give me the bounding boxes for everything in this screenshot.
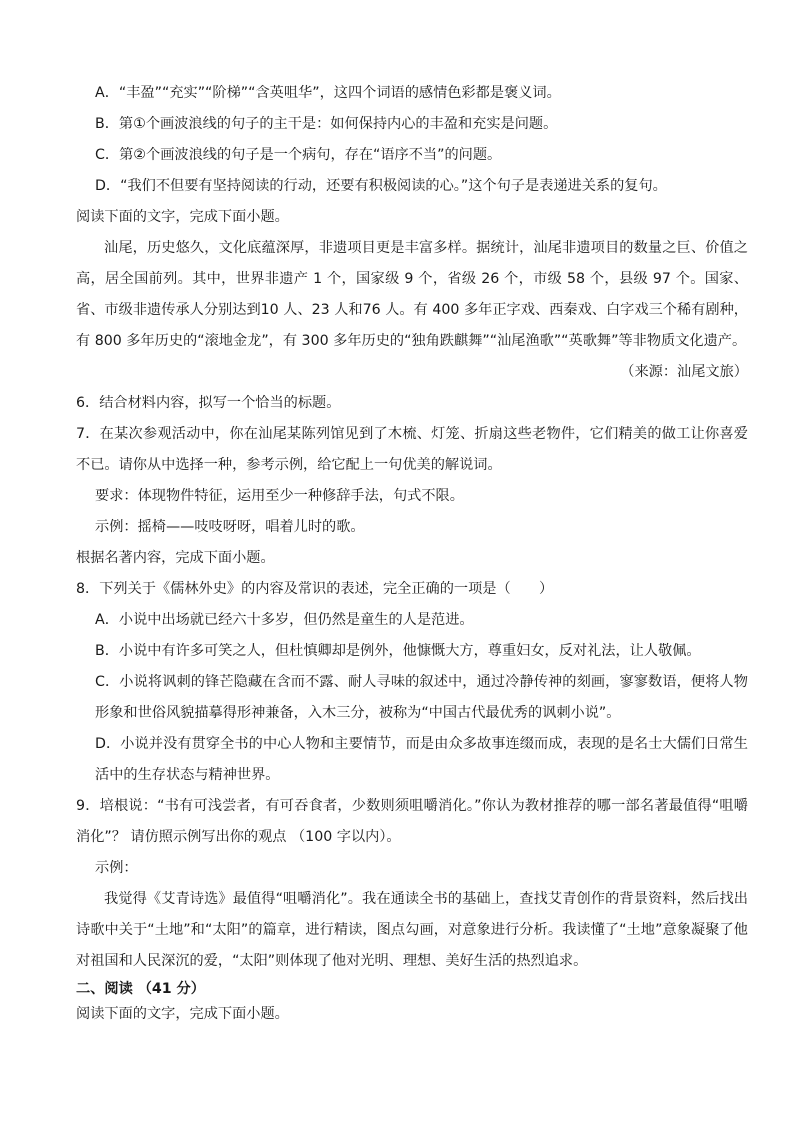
q8-option-b: B．小说中有许多可笑之人，但杜慎卿却是例外，他慷慨大方，尊重妇女，反对礼法，让人敬佩。 — [95, 643, 701, 659]
q9-example-text: 我觉得《艾青诗选》最值得“咀嚼消化”。我在通读全书的基础上，查找艾青创作的背景资料，然后找出诗歌中关于“土地”和“太阳”的篇章，进行精读，图点勾画，对意象进行分析。我读懂了“土地”意象凝聚了他对祖国和人民深沉的爱，“太阳”则体现了他对光明、理想、美好生活的热烈追求。 — [76, 891, 748, 969]
section-2-intro: 阅读下面的文字，完成下面小题。 — [76, 1006, 289, 1022]
question-7-example: 示例：摇椅——吱吱呀呀，唱着儿时的歌。 — [95, 519, 365, 535]
q9-example-label: 示例： — [95, 860, 138, 876]
reading-intro: 阅读下面的文字，完成下面小题。 — [76, 209, 289, 225]
q8-option-a: A．小说中出场就已经六十多岁，但仍然是童生的人是范进。 — [95, 612, 474, 628]
classics-intro: 根据名著内容，完成下面小题。 — [76, 550, 275, 566]
q8-option-c: C．小说将讽刺的锋芒隐藏在含而不露、耐人寻味的叙述中，通过冷静传神的刻画，寥寥数语，便将人物形象和世俗风貌描摹得形神兼备，入木三分，被称为“中国古代最优秀的讽刺小说”。 — [95, 674, 748, 721]
question-9-stem: 9．培根说：“书有可浅尝者，有可吞食者，少数则须咀嚼消化。”你认为教材推荐的哪一部名著最值得“咀嚼消化”？ 请仿照示例写出你的观点 （100 字以内）。 — [76, 798, 748, 845]
question-6: 6．结合材料内容，拟写一个恰当的标题。 — [76, 395, 341, 411]
reading-passage: 汕尾，历史悠久，文化底蕴深厚，非遗项目更是丰富多样。据统计，汕尾非遗项目的数量之巨、价值之高，居全国前列。其中，世界非遗产 1 个，国家级 9 个，省级 26 个，市级 58 个，县级 97 个。国家、省、市级非遗传承人分别达到10 人、23 人和76 人。有 400 多年正字戏、西秦戏、白字戏三个稀有剧种，有 800 多年历史的“滚地金龙”，有 300 多年历史的“独角跌麒舞”“汕尾渔歌”“英歌舞”等非物质文化遗产。 — [76, 240, 748, 349]
question-7-stem: 7．在某次参观活动中，你在汕尾某陈列馆见到了木梳、灯笼、折扇这些老物件，它们精美的做工让你喜爱不已。请你从中选择一种，参考示例，给它配上一句优美的解说词。 — [76, 426, 748, 473]
question-7-requirement: 要求：体现物件特征，运用至少一种修辞手法，句式不限。 — [95, 488, 464, 504]
question-8-stem: 8．下列关于《儒林外史》的内容及常识的表述，完全正确的一项是（ ） — [76, 581, 554, 597]
q5-option-d: D．“我们不但要有坚持阅读的行动，还要有积极阅读的心。”这个句子是表递进关系的复句。 — [95, 178, 667, 194]
section-2-title: 二、阅读 （41 分） — [76, 981, 205, 997]
q5-option-c: C．第②个画波浪线的句子是一个病句，存在“语序不当”的问题。 — [95, 147, 502, 163]
passage-source: （来源：汕尾文旅） — [620, 364, 748, 380]
q5-option-b: B．第①个画波浪线的句子的主干是：如何保持内心的丰盈和充实是问题。 — [95, 116, 558, 132]
q8-option-d: D．小说并没有贯穿全书的中心人物和主要情节，而是由众多故事连缀而成，表现的是名士大儒们日常生活中的生存状态与精神世界。 — [95, 736, 748, 783]
q5-option-a: A．“丰盈”“充实”“阶梯”“含英咀华”，这四个词语的感情色彩都是褒义词。 — [95, 85, 561, 101]
